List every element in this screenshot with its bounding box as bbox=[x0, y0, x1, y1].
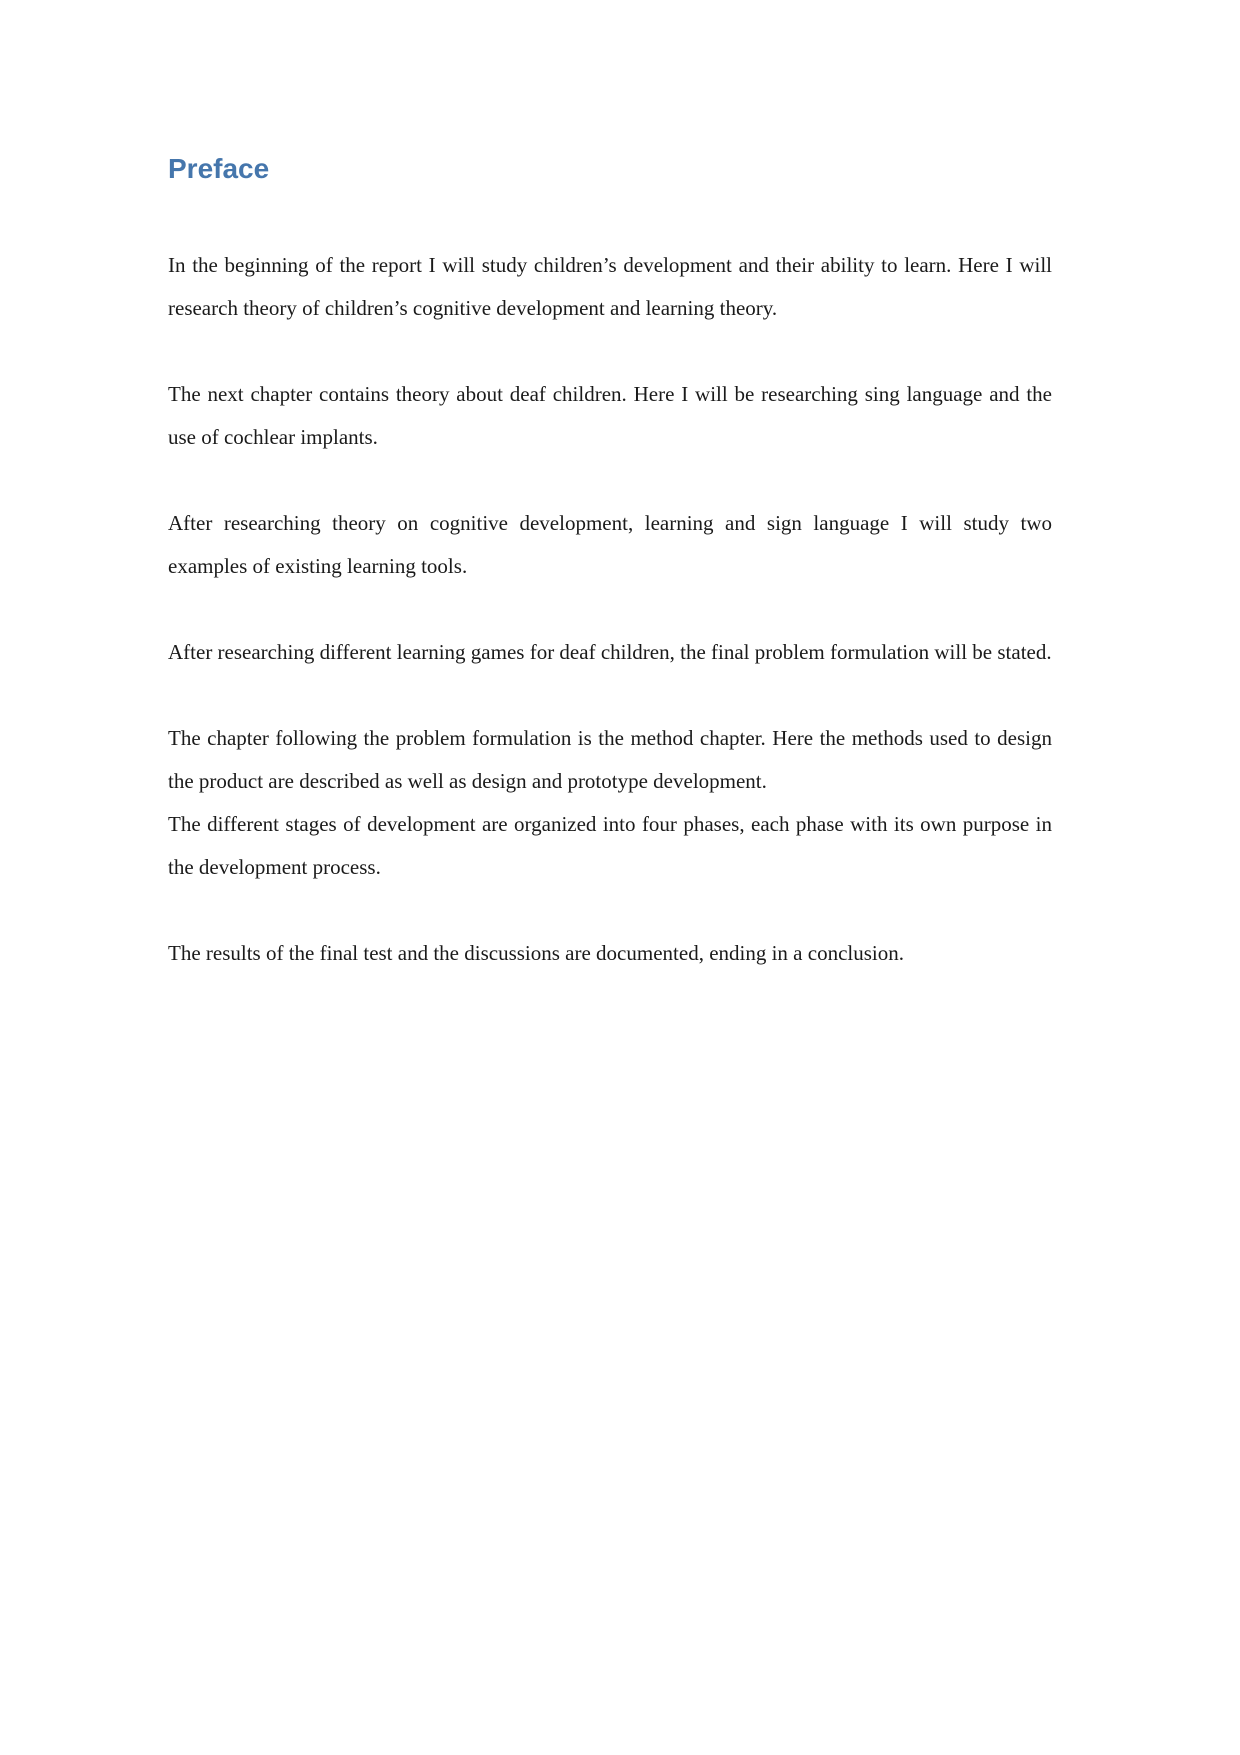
paragraph-block bbox=[168, 717, 1052, 889]
paragraph-block bbox=[168, 373, 1052, 459]
paragraph: After researching different learning games for deaf children, the final problem formulation will be stated. bbox=[168, 640, 1052, 664]
paragraph-block bbox=[168, 631, 1052, 674]
paragraph: The different stages of development are organized into four phases, each phase with its own purpose in the development process. bbox=[168, 812, 1052, 879]
paragraph: The next chapter contains theory about deaf children. Here I will be researching sing language and the use of cochlear implants. bbox=[168, 382, 1052, 449]
page-content bbox=[168, 149, 1052, 1018]
paragraph: In the beginning of the report I will study children’s development and their ability to learn. Here I will research theory of children’s cognitive development and learning theory. bbox=[168, 253, 1052, 320]
paragraph-block bbox=[168, 932, 1052, 975]
paragraph: After researching theory on cognitive development, learning and sign language I will study two examples of existing learning tools. bbox=[168, 511, 1052, 578]
page-title: Preface bbox=[168, 153, 270, 184]
paragraph-block bbox=[168, 502, 1052, 588]
paragraph: The results of the final test and the discussions are documented, ending in a conclusion. bbox=[168, 941, 904, 965]
paragraph: The chapter following the problem formulation is the method chapter. Here the methods used to design the product are described as well as design and prototype development. bbox=[168, 726, 1052, 793]
paragraph-block bbox=[168, 244, 1052, 330]
